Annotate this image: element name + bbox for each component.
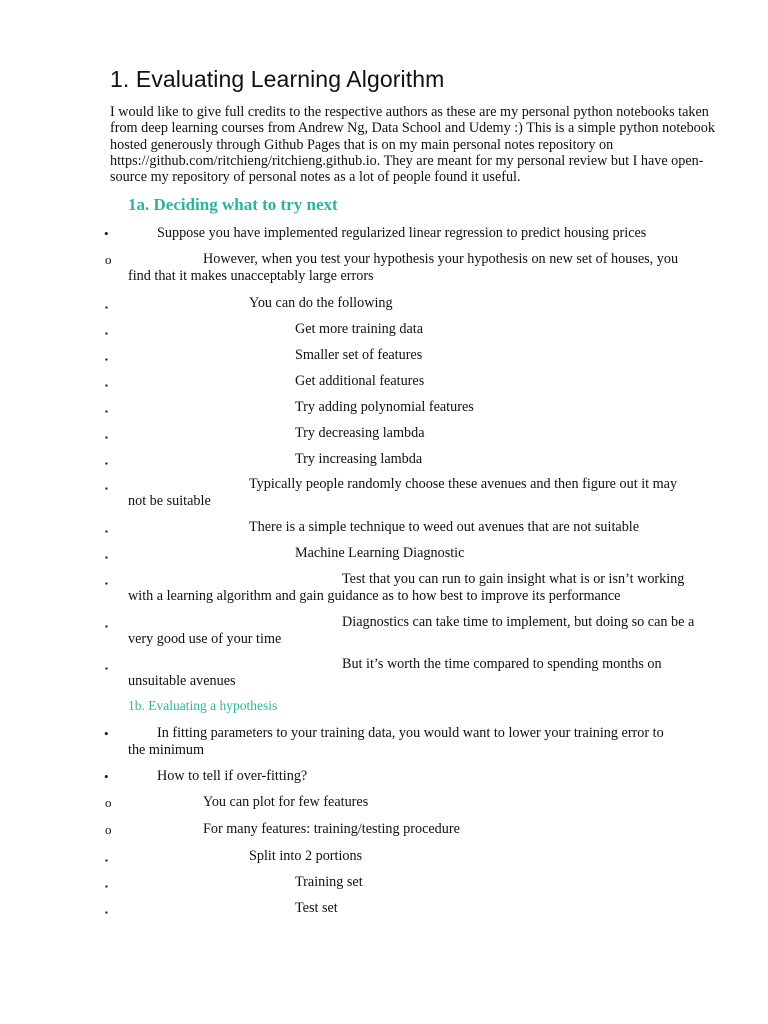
list-item (0, 725, 768, 759)
list-item (0, 614, 768, 648)
list-item-text: Try increasing lambda (295, 451, 423, 467)
list-item (0, 794, 768, 811)
list-item-text: Diagnostics can take time to implement, but doing so can be a (342, 614, 695, 630)
section-heading-1a: 1a. Deciding what to try next (128, 195, 338, 214)
circle-marker: o (105, 822, 112, 837)
list-item (0, 225, 768, 242)
list-item (0, 656, 768, 690)
list-item-text: However, when you test your hypothesis your hypothesis on new set of houses, you (203, 251, 679, 267)
list-item (0, 821, 768, 838)
list-item (0, 373, 768, 390)
list-item-text: In fitting parameters to your training data, you would want to lower your training error to (157, 725, 664, 741)
list-item-text: Test set (295, 900, 338, 916)
list-item (0, 848, 768, 865)
circle-marker: o (105, 252, 112, 267)
list-item-continuation: find that it makes unacceptably large errors (128, 268, 374, 284)
square-marker: ▪ (105, 622, 108, 631)
list-item-text: But it’s worth the time compared to spending months on (342, 656, 662, 672)
list-item-text: Test that you can run to gain insight what is or isn’t working (342, 571, 685, 587)
list-item-continuation: very good use of your time (128, 631, 282, 647)
bullet-marker: • (104, 226, 109, 241)
list-item-text: Suppose you have implemented regularized linear regression to predict housing prices (157, 225, 647, 241)
square-marker: ▪ (105, 459, 108, 468)
square-marker: ▪ (105, 553, 108, 562)
list-item-text: Try adding polynomial features (295, 399, 474, 415)
square-marker: ▪ (105, 303, 108, 312)
list-item-continuation: not be suitable (128, 493, 211, 509)
square-marker: ▪ (105, 882, 108, 891)
square-marker: ▪ (105, 329, 108, 338)
list-item (0, 451, 768, 468)
square-marker: ▪ (105, 527, 108, 536)
list-item-continuation: the minimum (128, 742, 205, 758)
square-marker: ▪ (105, 664, 108, 673)
list-item-text: Split into 2 portions (249, 848, 363, 864)
list-item (0, 874, 768, 891)
list-item (0, 900, 768, 917)
list-item-text: Get additional features (295, 373, 425, 389)
list-item (0, 571, 768, 605)
list-item-text: Training set (295, 874, 363, 890)
circle-marker: o (105, 795, 112, 810)
square-marker: ▪ (105, 407, 108, 416)
list-item (0, 519, 768, 536)
list-item-text: You can plot for few features (203, 794, 369, 810)
bullet-marker: • (104, 769, 109, 784)
square-marker: ▪ (105, 908, 108, 917)
square-marker: ▪ (105, 579, 108, 588)
list-item-text: There is a simple technique to weed out avenues that are not suitable (249, 519, 640, 535)
square-marker: ▪ (105, 484, 108, 493)
list-item (0, 295, 768, 312)
list-item (0, 321, 768, 338)
list-item (0, 476, 768, 510)
list-item (0, 347, 768, 364)
list-item (0, 399, 768, 416)
list-item-text: How to tell if over-fitting? (157, 768, 308, 784)
square-marker: ▪ (105, 381, 108, 390)
list-item-continuation: unsuitable avenues (128, 673, 236, 689)
list-item (0, 425, 768, 442)
intro-paragraph: I would like to give full credits to the respective authors as these are my personal python notebooks taken from deep learning courses from Andrew Ng, Data School and Udemy :) This is a simple python notebook hosted generously through Github Pages that is on my main personal notes repository on https://github.com/ritchieng/ritchieng.github.io. They are meant for my personal review but I have open-source my repository of personal notes as a lot of people found it useful. (110, 104, 715, 186)
square-marker: ▪ (105, 433, 108, 442)
list-item (0, 545, 768, 562)
square-marker: ▪ (105, 856, 108, 865)
list-item-text: Get more training data (295, 321, 424, 337)
list-item (0, 251, 768, 285)
bullet-marker: • (104, 726, 109, 741)
list-item-text: Try decreasing lambda (295, 425, 425, 441)
square-marker: ▪ (105, 355, 108, 364)
list-item-continuation: with a learning algorithm and gain guidance as to how best to improve its performance (128, 588, 621, 604)
section-heading-1b: 1b. Evaluating a hypothesis (128, 698, 278, 713)
list-item-text: Typically people randomly choose these avenues and then figure out it may (249, 476, 678, 492)
page-title: 1. Evaluating Learning Algorithm (110, 66, 445, 92)
list-item-text: You can do the following (249, 295, 393, 311)
list-item-text: Machine Learning Diagnostic (295, 545, 465, 561)
list-item-text: For many features: training/testing procedure (203, 821, 460, 837)
list-item (0, 768, 768, 785)
list-item-text: Smaller set of features (295, 347, 423, 363)
